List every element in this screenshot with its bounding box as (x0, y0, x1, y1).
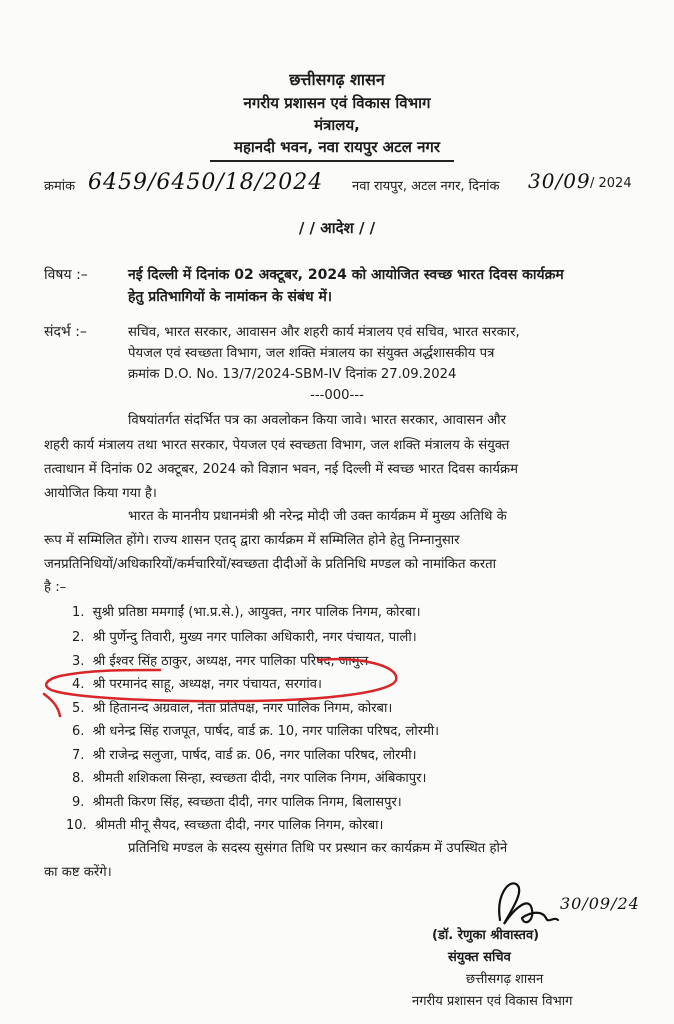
reference-line-3: क्रमांक D.O. No. 13/7/2024-SBM-IV दिनांक 27.09.2024 (128, 367, 457, 382)
signature-handwritten-date: 30/09/24 (560, 894, 640, 913)
subject-line-2: हेतु प्रतिभागियों के नामांकन के संबंध में। (128, 289, 333, 305)
signatory-govt: छत्तीसगढ़ शासन (466, 972, 544, 987)
list-item-text: श्री धनेन्द्र सिंह राजपूत, पार्षद, वार्ड क्र. 10, नगर पालिका परिषद, लोरमी। (92, 724, 440, 739)
para2-line-3: जनप्रतिनिधियों/अधिकारियों/कर्मचारियों/स्वच्छता दीदीओं के प्रतिनिधि मण्डल को नामांकित करता (44, 557, 497, 572)
para1-line-4: आयोजित किया गया है। (44, 486, 157, 501)
list-item-number: 9. (72, 795, 85, 810)
date-handwritten: 30/09 (528, 169, 591, 193)
list-item-text: श्री परमानंद साहू, अध्यक्ष, नगर पंचायत, सरगांव। (92, 677, 322, 692)
signatory-name: (डॉ. रेणुका श्रीवास्तव) (432, 928, 540, 943)
kramank-label: क्रमांक (44, 179, 76, 194)
place-date-prefix: नवा रायपुर, अटल नगर, दिनांक (352, 179, 500, 194)
order-title: / / आदेश / / (298, 219, 376, 237)
govt-name: छत्तीसगढ़ शासन (289, 70, 385, 89)
list-item-text: श्रीमती शशिकला सिन्हा, स्वच्छता दीदी, नगर पालिक निगम, अंबिकापुर। (92, 771, 427, 786)
date-year: / 2024 (590, 176, 632, 191)
address-line: महानदी भवन, नवा रायपुर अटल नगर (233, 138, 441, 156)
list-item-number: 6. (72, 724, 85, 739)
para1-line-3: तत्वाधान में दिनांक 02 अक्टूबर, 2024 को विज्ञान भवन, नई दिल्ली में स्वच्छ भारत दिवस कार्यक्रम (44, 462, 519, 477)
list-item-text: सुश्री प्रतिष्ठा ममगाईं (भा.प्र.से.), आयुक्त, नगर पालिक निगम, कोरबा। (92, 605, 421, 620)
para3-line-2: का कष्ट करेंगे। (44, 865, 112, 880)
kramank-handwritten: 6459/6450/18/2024 (88, 170, 324, 195)
list-item-number: 2. (72, 630, 85, 645)
list-item-text: श्री हितानन्द अग्रवाल, नेता प्रतिपक्ष, नगर पालिक निगम, कोरबा। (92, 701, 393, 716)
list-item-text: श्री राजेन्द्र सलुजा, पार्षद, वार्ड क्र. 06, नगर पालिका परिषद, लोरमी। (92, 748, 417, 763)
list-item-number: 4. (72, 677, 85, 692)
para3-line-1: प्रतिनिधि मण्डल के सदस्य सुसंगत तिथि पर प्रस्थान कर कार्यक्रम में उपस्थित होने (128, 841, 508, 856)
ministry-line: मंत्रालय, (314, 116, 360, 134)
list-item-number: 8. (72, 771, 85, 786)
para2-line-4: है :– (44, 580, 67, 595)
list-item-text: श्री ईश्वर सिंह ठाकुर, अध्यक्ष, नगर पालिका परिषद, जामुल (92, 654, 369, 669)
reference-line-1: सचिव, भारत सरकार, आवासन और शहरी कार्य मंत्रालय एवं सचिव, भारत सरकार, (128, 325, 520, 340)
para2-line-1: भारत के माननीय प्रधानमंत्री श्री नरेन्द्र मोदी जी उक्त कार्यक्रम में मुख्य अतिथि के (128, 509, 507, 524)
list-item-number: 10. (66, 818, 87, 833)
list-item-text: श्रीमती किरण सिंह, स्वच्छता दीदी, नगर पालिक निगम, बिलासपुर। (92, 795, 402, 810)
subject-line-1: नई दिल्ली में दिनांक 02 अक्टूबर, 2024 को आयोजित स्वच्छ भारत दिवस कार्यक्रम (128, 267, 564, 283)
subject-label: विषय :– (44, 267, 88, 283)
reference-line-2: पेयजल एवं स्वच्छता विभाग, जल शक्ति मंत्रालय का संयुक्त अर्द्धशासकीय पत्र (128, 346, 495, 361)
para1-line-2: शहरी कार्य मंत्रालय तथा भारत सरकार, पेयजल एवं स्वच्छता विभाग, जल शक्ति मंत्रालय के संयुक्त (44, 438, 510, 453)
list-item-number: 3. (72, 654, 85, 669)
list-item-text: श्रीमती मीनू सैयद, स्वच्छता दीदी, नगर पालिक निगम, कोरबा। (94, 818, 384, 833)
separator: ---000--- (310, 388, 364, 403)
list-item-number: 5. (72, 701, 85, 716)
signatory-designation: संयुक्त सचिव (448, 950, 511, 965)
list-item-text: श्री पुर्णेन्दु तिवारी, मुख्य नगर पालिका अधिकारी, नगर पंचायत, पाली। (92, 630, 417, 645)
list-item-number: 1. (72, 605, 85, 620)
signatory-department: नगरीय प्रशासन एवं विकास विभाग (412, 994, 573, 1009)
para1-line-1: विषयांतर्गत संदर्भित पत्र का अवलोकन किया जावे। भारत सरकार, आवासन और (128, 413, 506, 428)
department-name: नगरीय प्रशासन एवं विकास विभाग (243, 94, 431, 112)
para2-line-2: रूप में सम्मिलित होंगे। राज्य शासन एतद् द्वारा कार्यक्रम में सम्मिलित होने हेतु निम्नानुसार (44, 533, 460, 548)
list-item-number: 7. (72, 748, 85, 763)
reference-label: संदर्भ :– (44, 324, 87, 340)
